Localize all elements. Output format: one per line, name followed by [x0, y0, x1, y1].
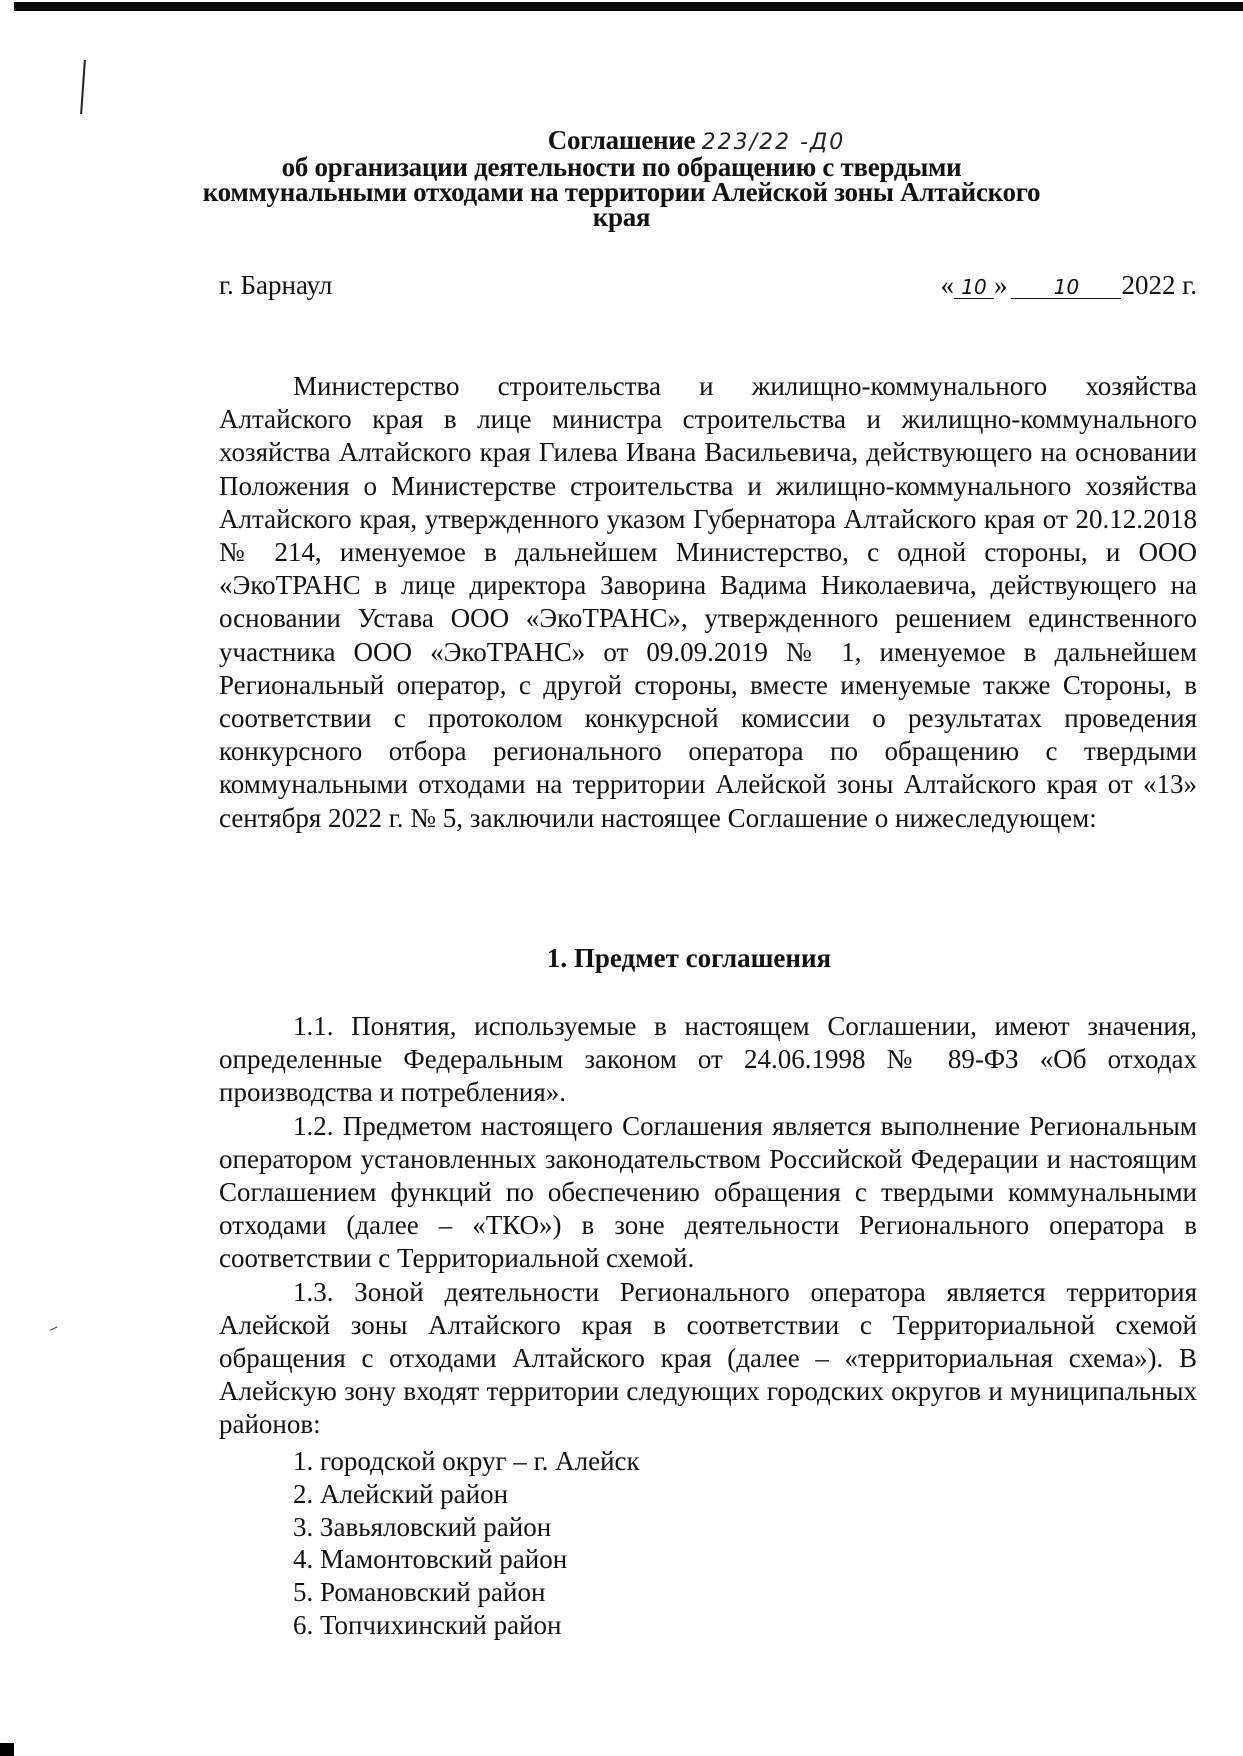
handwritten-agreement-number: 223/22 -Д0: [701, 130, 846, 155]
list-item: 4. Мамонтовский район: [293, 1544, 568, 1575]
date-year: 2022 г.: [1121, 270, 1197, 300]
list-item: 1. городской округ – г. Алейск: [293, 1446, 640, 1476]
margin-pen-mark: [80, 60, 86, 114]
list-item: 5. Романовский район: [293, 1577, 546, 1608]
clause-1-1: 1.1. Понятия, используемые в настоящем Соглашении, имеют значения, определенные Федеральным законом от 24.06.1998 № 89-ФЗ «Об отходах производства и потребления».: [219, 1011, 1197, 1108]
intro-paragraph: Министерство строительства и жилищно-коммунального хозяйства Алтайского края в лице министра строительства и жилищно-коммунального хозяйства Алтайского края Гилева Ивана Васильевича, действующего на основании Положения о Министерстве строительства и жилищно-коммунального хозяйства Алтайского края, утвержденного указом Губернатора Алтайского края от 20.12.2018 № 214, именуемое в дальнейшем Министерство, с одной стороны, и ООО «ЭкоТРАНС в лице директора Заворина Вадима Николаевича, действующего на основании Устава ООО «ЭкоТРАНС», утвержденного решением единственного участника ООО «ЭкоТРАНС» от 09.09.2019 № 1, именуемое в дальнейшем Региональный оператор, с другой стороны, вместе именуемые также Стороны, в соответствии с протоколом конкурсной комиссии о результатах проведения конкурсного отбора регионального оператора по обращению с твердыми коммунальными отходами на территории Алейской зоны Алтайского края от «13» сентября 2022 г. № 5, заключили настоящее Соглашение о нижеследующем:: [219, 371, 1197, 833]
date-month-handwritten: 10: [1011, 276, 1121, 299]
date-day-handwritten: 10: [954, 276, 994, 299]
list-item: 6. Топчихинский район: [293, 1609, 562, 1640]
intro-section: [219, 370, 1197, 835]
date-open-quote: «: [940, 270, 954, 300]
place: г. Барнаул: [219, 270, 333, 300]
list-item: 2. Алейский район: [293, 1478, 509, 1509]
document-title: [0, 125, 1243, 232]
title-line: [0, 125, 1243, 155]
title-subtitle-line3: края: [592, 202, 651, 232]
title-word: Соглашение: [547, 125, 696, 155]
title-subtitle-line1: об организации деятельности по обращению с твердыми: [281, 152, 962, 182]
place-and-date: [219, 270, 1197, 300]
scan-border-top: [14, 2, 1243, 11]
date: [940, 270, 1197, 300]
list-item: 3. Завьяловский район: [293, 1511, 552, 1542]
scan-artifact: [50, 1326, 59, 1332]
clause-1-2: 1.2. Предметом настоящего Соглашения является выполнение Региональным оператором установленных законодательством Российской Федерации и настоящим Соглашением функций по обеспечению обращения с твердыми коммунальными отходами (далее – «ТКО») в зоне деятельности Регионального оператора в соответствии с Территориальной схемой.: [219, 1110, 1197, 1274]
section-body: [219, 1010, 1197, 1442]
section-heading: 1. Предмет соглашения: [546, 943, 832, 973]
district-list: [293, 1445, 640, 1642]
title-subtitle-line2: коммунальными отходами на территории Алейской зоны Алтайского: [202, 177, 1041, 207]
date-close-quote: »: [993, 270, 1008, 300]
scan-border-bottom: [0, 1743, 14, 1756]
clause-1-3: 1.3. Зоной деятельности Регионального оператора является территория Алейской зоны Алтайского края в соответствии с Территориальной схемой обращения с отходами Алтайского края (далее – «территориальная схема»). В Алейскую зону входят территории следующих городских округов и муниципальных районов:: [219, 1276, 1197, 1440]
